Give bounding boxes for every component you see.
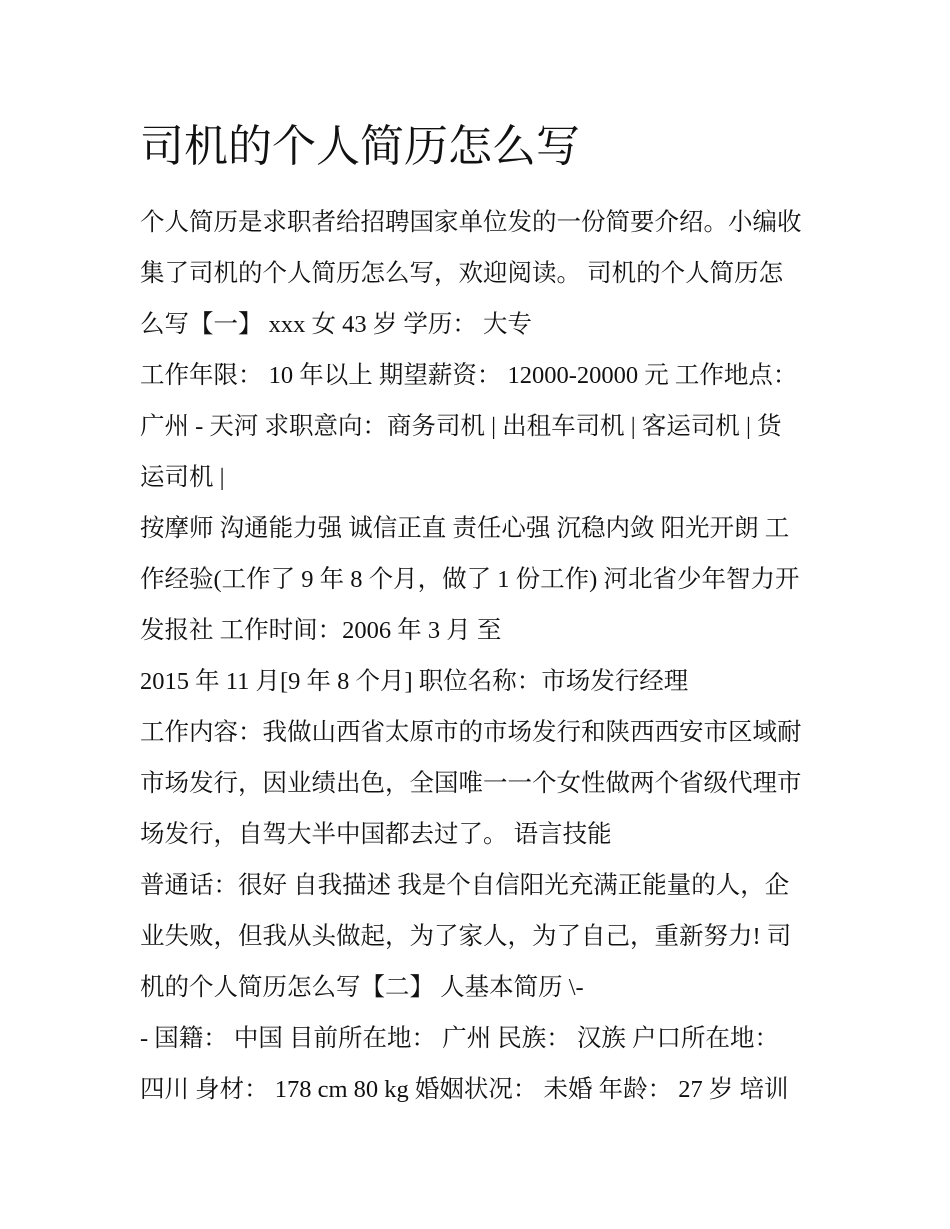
body-line: 工作内容：我做山西省太原市的市场发行和陕西西安市区域耐 bbox=[140, 719, 802, 746]
body-line: 发报社 工作时间：2006 年 3 月 至 bbox=[140, 617, 502, 644]
body-line: 运司机 | bbox=[140, 464, 225, 491]
body-line: 广州 - 天河 求职意向：商务司机 | 出租车司机 | 客运司机 | 货 bbox=[140, 413, 782, 440]
body-line: 个人简历是求职者给招聘国家单位发的一份简要介绍。小编收 bbox=[140, 209, 802, 236]
body-line: 市场发行，因业绩出色，全国唯一一个女性做两个省级代理市 bbox=[140, 770, 802, 797]
body-line: 业失败，但我从头做起，为了家人，为了自己，重新努力! 司 bbox=[140, 923, 792, 950]
body-line: 么写【一】 xxx 女 43 岁 学历： 大专 bbox=[140, 311, 532, 338]
body-line: 机的个人简历怎么写【二】 人基本简历 \- bbox=[140, 974, 584, 1001]
body-line: 作经验(工作了 9 年 8 个月，做了 1 份工作) 河北省少年智力开 bbox=[140, 566, 800, 593]
body-line: 集了司机的个人简历怎么写，欢迎阅读。 司机的个人简历怎 bbox=[140, 260, 784, 287]
body-line: 四川 身材： 178 cm 80 kg 婚姻状况： 未婚 年龄： 27 岁 培训 bbox=[140, 1076, 789, 1103]
body-line: 普通话：很好 自我描述 我是个自信阳光充满正能量的人，企 bbox=[140, 872, 790, 899]
document-body bbox=[140, 197, 830, 1115]
body-line: 场发行，自驾大半中国都去过了。 语言技能 bbox=[140, 821, 612, 848]
body-line: 按摩师 沟通能力强 诚信正直 责任心强 沉稳内敛 阳光开朗 工 bbox=[140, 515, 790, 542]
body-line: 2015 年 11 月[9 年 8 个月] 职位名称：市场发行经理 bbox=[140, 668, 689, 695]
body-line: 工作年限： 10 年以上 期望薪资： 12000-20000 元 工作地点： bbox=[140, 362, 798, 389]
body-line: - 国籍： 中国 目前所在地： 广州 民族： 汉族 户口所在地： bbox=[140, 1025, 780, 1052]
document-title: 司机的个人简历怎么写 bbox=[140, 121, 580, 172]
